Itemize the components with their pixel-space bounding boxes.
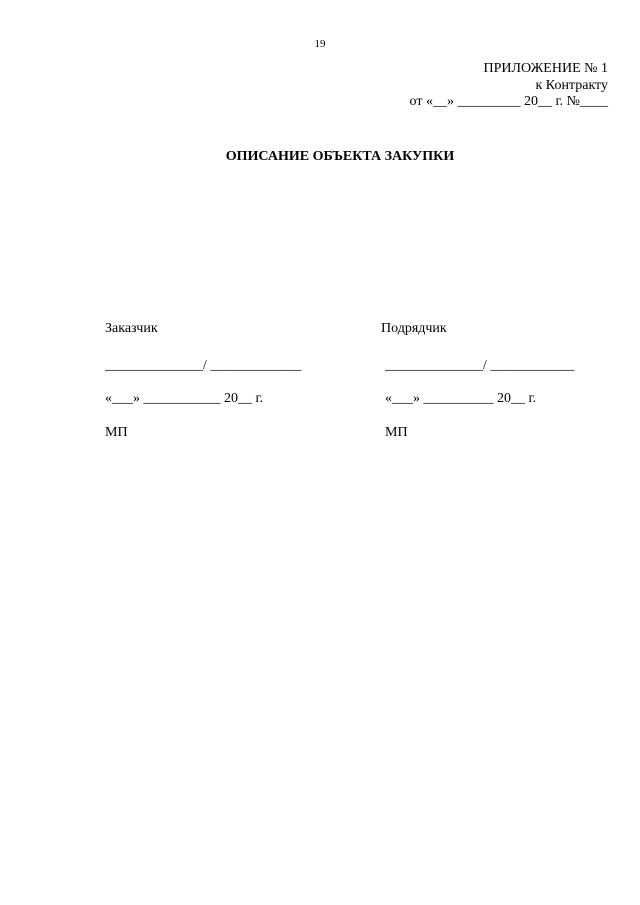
contractor-date-line: «___» __________ 20__ г. bbox=[385, 391, 537, 406]
page-number: 19 bbox=[314, 38, 326, 50]
customer-stamp: МП bbox=[105, 425, 128, 440]
appendix-block bbox=[410, 61, 608, 111]
document-title: ОПИСАНИЕ ОБЪЕКТА ЗАКУПКИ bbox=[225, 149, 455, 164]
contractor-stamp: МП bbox=[385, 425, 408, 440]
customer-signature-line: ______________/ _____________ bbox=[105, 358, 302, 373]
appendix-contract-ref: к Контракту bbox=[535, 77, 608, 93]
contractor-signature-line: ______________/ ____________ bbox=[385, 358, 575, 373]
appendix-contract-date: от «__» _________ 20__ г. №____ bbox=[409, 94, 608, 109]
appendix-title: ПРИЛОЖЕНИЕ № 1 bbox=[483, 61, 608, 76]
customer-date-line: «___» ___________ 20__ г. bbox=[105, 391, 264, 406]
customer-label: Заказчик bbox=[105, 321, 158, 336]
contractor-label: Подрядчик bbox=[381, 321, 447, 336]
